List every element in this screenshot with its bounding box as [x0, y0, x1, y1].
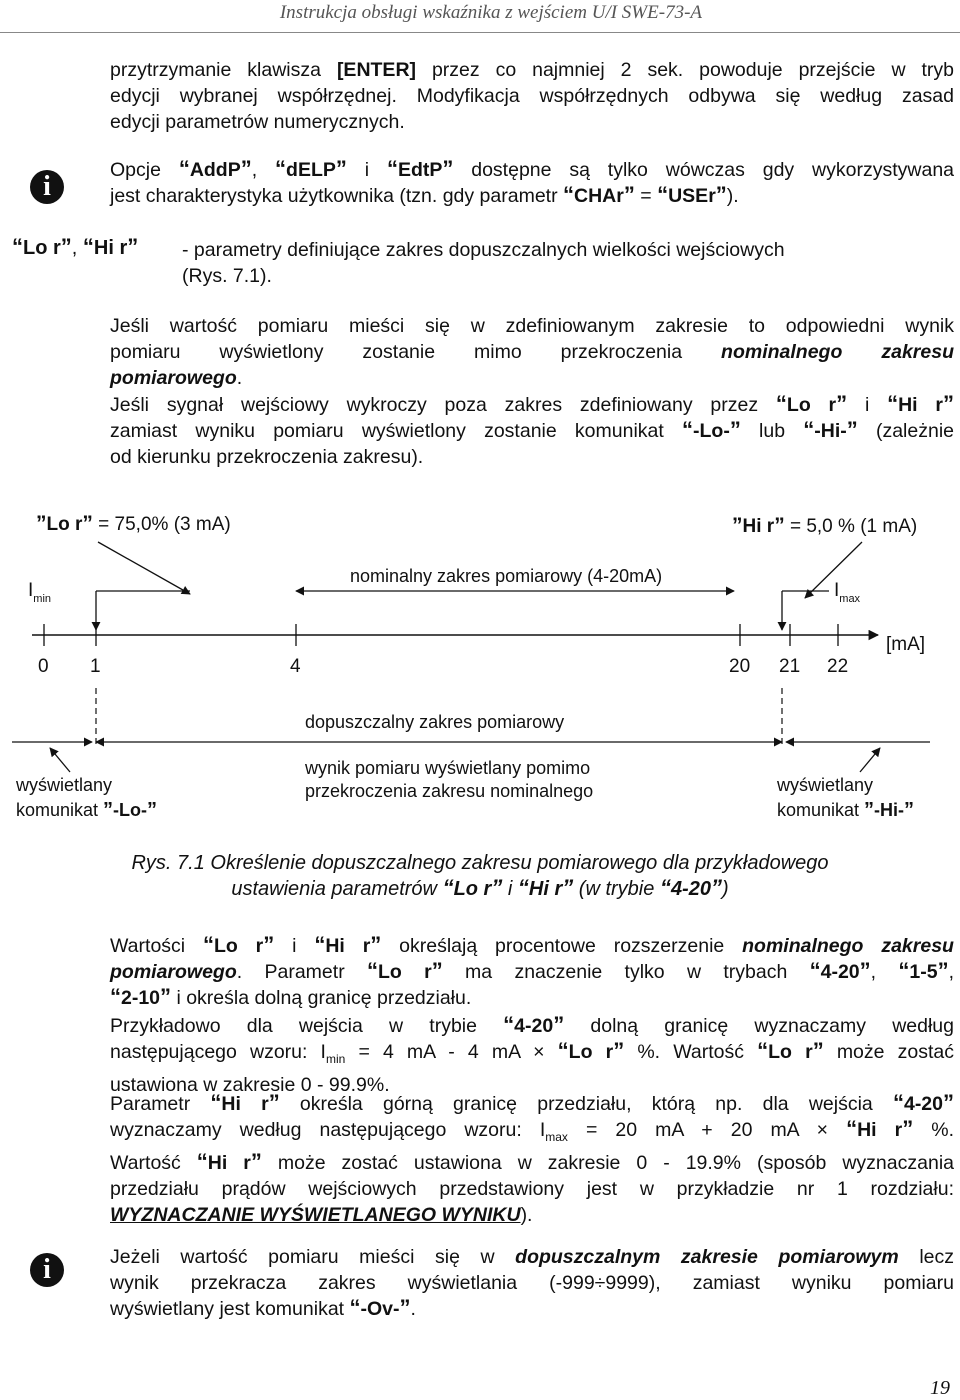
range-diagram: [0, 498, 960, 828]
tick-label-22: 22: [827, 656, 849, 677]
paragraph-lower-limit: Przykładowo dla wejścia w trybie “4-20” dolną granicę wyznaczamy według następującego wzoru: $I_{min} = 4$ mA - 4 mA × “Lo r” %. Wartość “Lo r” może zostać ustawiona w zakresie 0 - 99.9%.: [110, 1012, 954, 1096]
axis-unit: [mA]: [886, 634, 926, 655]
hi-message-line-2: komunikat ”-Hi-”: [777, 799, 915, 821]
lo-r-setting-label: ”Lo r” = 75,0% (3 mA): [36, 512, 231, 535]
tick-label-21: 21: [779, 656, 801, 677]
lo-message-line-2: komunikat ”-Lo-”: [16, 799, 158, 821]
paragraph-within-range: Jeśli wartość pomiaru mieści się w zdefiniowanym zakresie to odpowiedni wynik pomiaru wyświetlony zostanie mimo przekroczenia nominalnego zakresu pomiarowego.: [110, 315, 954, 389]
tick-label-1: 1: [90, 656, 101, 677]
header-title: Instrukcja obsługi wskaźnika z wejściem U/I SWE-73-A: [279, 2, 702, 23]
paragraph-out-of-range: Jeśli sygnał wejściowy wykroczy poza zakres zdefiniowany przez “Lo r” i “Hi r” zamiast wyniku pomiaru wyświetlony zostanie komunikat “-Lo-” lub “-Hi-” (zależnie od kierunku przekroczenia zakresu).: [110, 391, 954, 468]
paragraph-range-extension: Wartości “Lo r” i “Hi r” określają procentowe rozszerzenie nominalnego zakresu pomiarowego. Parametr “Lo r” ma znaczenie tylko w trybach “4-20”, “1-5”, “2-10” i określa dolną granicę przedziału.: [110, 932, 954, 1009]
tick-label-4: 4: [290, 656, 301, 677]
tick-label-0: 0: [38, 656, 49, 677]
figure-caption: Rys. 7.1 Określenie dopuszczalnego zakresu pomiarowego dla przykładowego ustawienia parametrów “Lo r” i “Hi r” (w trybie “4-20”): [131, 852, 829, 900]
parameter-description: - parametry definiujące zakres dopuszczalnych wielkości wejściowych (Rys. 7.1).: [182, 239, 785, 287]
note-display-overflow: Jeżeli wartość pomiaru mieści się w dopuszczalnym zakresie pomiarowym lecz wynik przekracza zakres wyświetlania (-999÷9999), zamiast wyniku pomiaru wyświetlany jest komunikat “-Ov-”.: [110, 1246, 954, 1320]
lo-r-pointer-arrow: [98, 542, 190, 594]
lo-message-pointer: [50, 748, 70, 772]
page-number: 19: [930, 1377, 950, 1399]
parameter-label: “Lo r”, “Hi r”: [12, 234, 139, 259]
mid-note-line-2: przekroczenia zakresu nominalnego: [305, 781, 594, 801]
mid-note-line-1: wynik pomiaru wyświetlany pomimo: [305, 758, 591, 778]
tick-label-20: 20: [729, 656, 751, 677]
page-header: [0, 0, 960, 33]
info-icon: i: [30, 170, 64, 204]
allowed-range-label: dopuszczalny zakres pomiarowy: [305, 712, 565, 732]
hi-message-line-1: wyświetlany: [777, 775, 874, 795]
hi-message-pointer: [860, 748, 880, 772]
intro-paragraph: przytrzymanie klawisza [ENTER] przez co najmniej 2 sek. powoduje przejście w tryb edycji wybranej współrzędnej. Modyfikacja współrzędnych odbywa się według zasad edycji parametrów numerycznych.: [110, 59, 954, 133]
hi-r-setting-label: ”Hi r” = 5,0 % (1 mA): [732, 514, 918, 537]
note-user-characteristic: Opcje “AddP”, “dELP” i “EdtP” dostępne są tylko wówczas gdy wykorzystywana jest charakterystyka użytkownika (tzn. gdy parametr “CHAr” = “USEr”).: [110, 156, 955, 207]
i-max-label: $I_{max}$: [834, 580, 861, 605]
paragraph-upper-limit: Parametr “Hi r” określa górną granicę przedziału, którą np. dla wejścia “4-20” wyznaczamy według następującego wzoru: $I_{max} = 20$ mA + 20 mA × “Hi r” %. Wartość “Hi r” może zostać ustawiona w zakresie 0 - 19.9% (sposób wyznaczania przedziału prądów wejściowych przedstawiony jest w przykładzie nr 1 rozdziału: WYZNACZANIE WYŚWIETLANEGO WYNIKU).: [110, 1090, 954, 1226]
nominal-range-label: nominalny zakres pomiarowy (4-20mA): [350, 566, 663, 586]
lo-message-line-1: wyświetlany: [16, 775, 113, 795]
i-min-label: $I_{min}$: [28, 580, 52, 605]
info-icon: i: [30, 1253, 64, 1287]
